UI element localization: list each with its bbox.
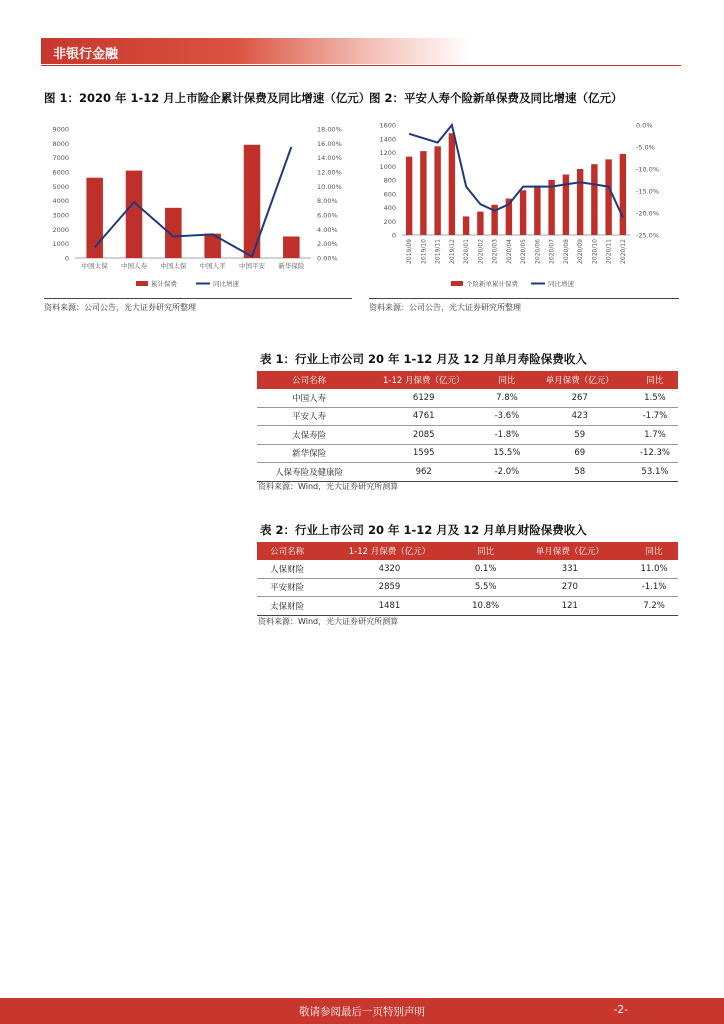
y-left-tick-label: 1200 [379,149,396,157]
y-left-tick-label: 0 [391,231,396,240]
footer [0,998,724,1024]
table1-header-0: 公司名称 [257,371,361,389]
figure2-divider [369,298,679,299]
y-left-tick-label: 800 [383,176,396,185]
bar [548,180,554,235]
y-left-tick-label: 200 [383,217,396,226]
table-cell: 69 [528,444,632,463]
table-cell: -1.1% [630,578,678,597]
x-tick-label: 2019/12 [448,239,456,264]
table-cell: 中国人寿 [257,389,361,407]
table-cell: 0.1% [462,560,510,578]
legend-bar-label: 个险新单累计保费 [466,280,518,288]
y-right-tick-label: -20.0% [636,209,659,218]
x-tick-label: 中国太保 [160,262,187,270]
table2-title: 表 2：行业上市公司 20 年 1-12 月及 12 月单月财险保费收入 [260,523,587,537]
table-cell: 962 [361,463,486,482]
bar [520,190,526,235]
y-left-tick-label: 2000 [52,225,69,234]
section-title: 非银行金融 [53,47,119,62]
y-left-tick-label: 600 [383,190,396,199]
table-cell: 2085 [361,426,486,445]
table-row [257,463,678,482]
x-tick-label: 新华保险 [278,262,305,270]
y-right-tick-label: 10.00% [317,182,342,191]
table2-header-3: 单月保费（亿元） [510,542,631,560]
table-cell: 新华保险 [257,444,361,463]
y-right-tick-label: -10.0% [636,165,659,174]
table2-header-4: 同比 [630,542,678,560]
header-divider [41,65,681,66]
table-row [257,407,678,426]
bar [591,164,597,235]
page-number: -2- [613,1004,628,1016]
table-cell: -2.0% [486,463,527,482]
figure1-source: 资料来源：公司公告，光大证券研究所整理 [44,303,196,312]
table1-header-3: 单月保费（亿元） [528,371,632,389]
y-right-tick-label: 16.00% [317,139,342,148]
table1-header-4: 同比 [632,371,678,389]
legend-bar-swatch [451,281,463,286]
x-tick-label: 2020/02 [477,239,485,264]
table-cell: 10.8% [462,597,510,616]
y-right-tick-label: 4.00% [317,225,338,234]
chart1 [41,115,356,297]
series-line [409,125,623,217]
table-cell: 270 [510,578,631,597]
y-left-tick-label: 1000 [379,162,396,171]
y-right-tick-label: 12.00% [317,168,342,177]
bar [434,146,440,235]
table2-source: 资料来源：Wind，光大证券研究所测算 [258,617,399,626]
footer-disclaimer: 敬请参阅最后一页特别声明 [299,1006,425,1018]
table-row [257,389,678,407]
x-tick-label: 中国人平 [199,262,226,270]
table-row [257,426,678,445]
figure1-divider [44,298,352,299]
y-left-tick-label: 7000 [52,154,69,163]
table1-title: 表 1：行业上市公司 20 年 1-12 月及 12 月单月寿险保费收入 [260,352,587,366]
figure1-title: 图 1：2020 年 1-12 月上市险企累计保费及同比增速（亿元） [44,91,371,105]
bar [283,237,300,259]
bar [406,157,412,235]
table-cell: 1.7% [632,426,678,445]
x-tick-label: 2020/05 [520,239,528,264]
x-tick-label: 2020/10 [591,239,599,264]
x-tick-label: 2020/04 [505,239,513,264]
y-left-tick-label: 6000 [52,168,69,177]
table-cell: 15.5% [486,444,527,463]
bar [477,212,483,235]
x-tick-label: 中国太保 [81,262,108,270]
table-cell: 53.1% [632,463,678,482]
bar [449,133,455,235]
table-cell: 331 [510,560,631,578]
x-tick-label: 2019/11 [434,239,442,264]
table2-header-0: 公司名称 [257,542,317,560]
y-left-tick-label: 1400 [379,135,396,144]
legend-line-label: 同比增速 [548,280,574,288]
y-right-tick-label: 14.00% [317,154,342,163]
table-cell: 58 [528,463,632,482]
y-right-tick-label: 0.0% [636,121,653,130]
bar [126,171,143,258]
table-cell: -1.7% [632,407,678,426]
table-cell: 1.5% [632,389,678,407]
table-cell: 太保财险 [257,597,317,616]
y-left-tick-label: 400 [383,204,396,212]
table-cell: 平安财险 [257,578,317,597]
table2-header-2: 同比 [462,542,510,560]
bar [620,154,626,235]
table1-header-2: 同比 [486,371,527,389]
bar [420,151,426,235]
table-cell: 121 [510,597,631,616]
x-tick-label: 2020/07 [548,239,556,264]
y-right-tick-label: -5.0% [636,143,655,152]
y-left-tick-label: 9000 [52,125,69,134]
y-right-tick-label: 6.00% [317,211,338,220]
y-right-tick-label: 8.00% [317,197,338,206]
table-cell: 59 [528,426,632,445]
x-tick-label: 2020/11 [605,239,613,264]
legend-bar-label: 累计保费 [151,280,177,288]
chart2 [366,115,681,297]
table-cell: 人保寿险及健康险 [257,463,361,482]
table-cell: 太保寿险 [257,426,361,445]
y-right-tick-label: -15.0% [636,187,659,196]
bar [463,216,469,235]
y-left-tick-label: 4000 [52,197,69,206]
table-cell: 7.2% [630,597,678,616]
table1 [257,371,678,482]
table-cell: 423 [528,407,632,426]
table-cell: 7.8% [486,389,527,407]
table1-source: 资料来源：Wind，光大证券研究所测算 [258,482,399,491]
legend-line-label: 同比增速 [213,280,239,288]
table-row [257,578,678,597]
bar [534,186,540,236]
y-right-tick-label: 18.00% [317,125,342,134]
table-row [257,597,678,616]
table-cell: 5.5% [462,578,510,597]
y-right-tick-label: -25.0% [636,231,659,240]
y-left-tick-label: 1600 [379,121,396,130]
y-left-tick-label: 0 [64,254,69,263]
y-left-tick-label: 5000 [52,182,69,191]
x-tick-label: 中国平安 [239,262,265,270]
table-cell: 1481 [317,597,461,616]
y-left-tick-label: 8000 [52,139,69,148]
table-cell: 人保财险 [257,560,317,578]
x-tick-label: 2020/03 [491,239,499,264]
figure2-title: 图 2：平安人寿个险新单保费及同比增速（亿元） [369,91,623,105]
table-cell: 2859 [317,578,461,597]
x-tick-label: 2019/10 [420,239,428,264]
table-cell: 1595 [361,444,486,463]
table1-header-1: 1-12 月保费（亿元） [361,371,486,389]
x-tick-label: 2020/01 [463,239,471,264]
table-cell: 11.0% [630,560,678,578]
table2 [257,542,678,616]
table2-header-row [257,542,678,560]
table-cell: 4761 [361,407,486,426]
table-row [257,560,678,578]
table-cell: -12.3% [632,444,678,463]
x-tick-label: 2020/12 [619,239,627,264]
y-right-tick-label: 2.00% [317,240,338,249]
figure2-source: 资料来源：公司公告，光大证券研究所整理 [369,303,521,312]
table2-header-1: 1-12 月保费（亿元） [317,542,461,560]
table-cell: 平安人寿 [257,407,361,426]
section-header [41,38,471,64]
x-tick-label: 2019/09 [406,239,414,264]
x-tick-label: 2020/08 [562,239,570,264]
legend-bar-swatch [136,281,148,286]
x-tick-label: 2020/09 [577,239,585,264]
y-right-tick-label: 0.00% [317,254,338,263]
y-left-tick-label: 3000 [52,211,69,220]
series-line [95,147,292,257]
x-tick-label: 2020/06 [534,239,542,264]
table-cell: 267 [528,389,632,407]
table-cell: 4320 [317,560,461,578]
bar [605,159,611,235]
table-cell: -1.8% [486,426,527,445]
table-cell: 6129 [361,389,486,407]
y-left-tick-label: 1000 [52,240,69,249]
bar [577,169,583,235]
table-row [257,444,678,463]
bar [165,208,182,258]
table1-header-row [257,371,678,389]
table-cell: -3.6% [486,407,527,426]
x-tick-label: 中国人寿 [121,262,147,270]
